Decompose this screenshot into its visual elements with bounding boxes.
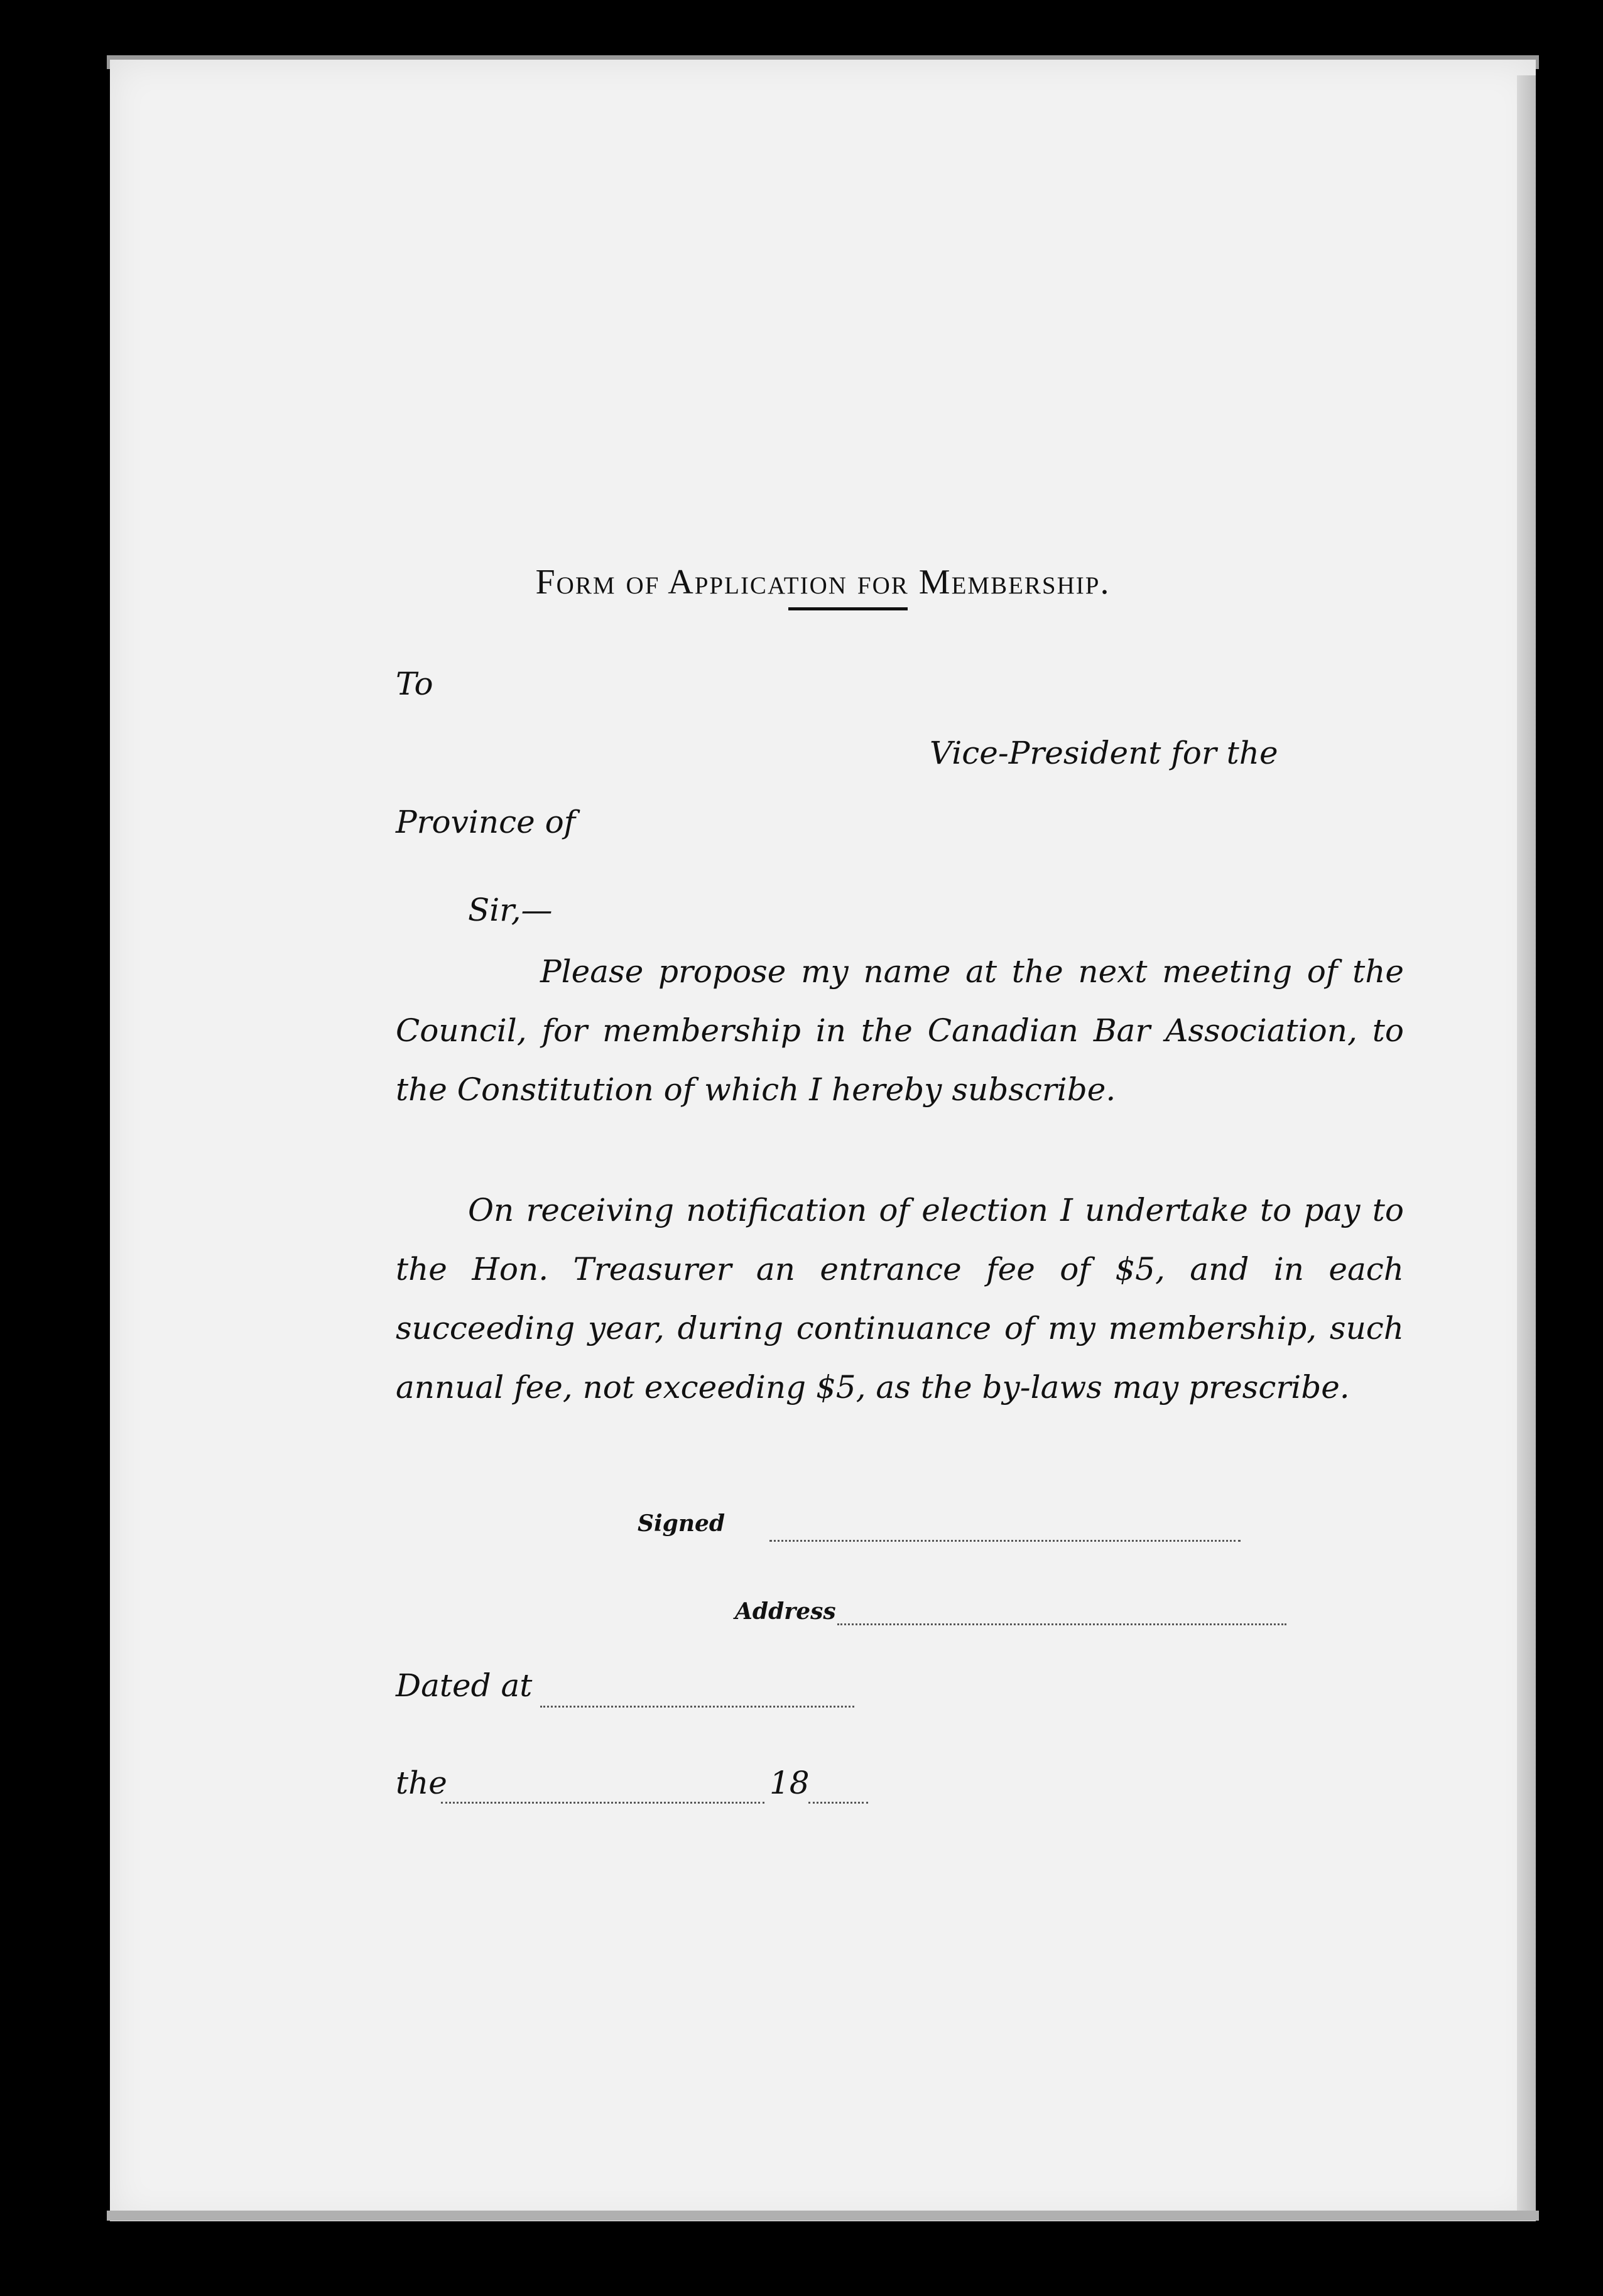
signed-label: Signed — [638, 1510, 725, 1537]
to-label: To — [396, 666, 433, 702]
document-page — [110, 60, 1536, 2221]
paragraph-request-text: Please propose my name at the next meeting of the Council, for membership in the Canadian Bar Association, to the Constitution of which I hereby subscribe. — [396, 953, 1404, 1108]
year-prefix: 18 — [769, 1765, 810, 1801]
title-rule — [788, 607, 908, 610]
paragraph-request — [396, 942, 1404, 1119]
province-label: Province of — [396, 804, 576, 840]
the-label: the — [396, 1765, 447, 1801]
page-bottom-edge — [107, 2211, 1539, 2221]
vice-president-label: Vice-President for the — [930, 735, 1278, 771]
paragraph-fees-text: On receiving notification of election I undertake to pay to the Hon. Treasurer an entrance fee of $5, and in each succeeding year, during continuance of my membership, such annual fee, not exceeding $5, as the by-laws may prescribe. — [396, 1192, 1404, 1405]
dated-at-field-line[interactable] — [540, 1706, 854, 1708]
page-right-edge — [1517, 75, 1536, 2217]
year-field-line[interactable] — [808, 1802, 868, 1804]
salutation: Sir,— — [468, 892, 553, 928]
address-label: Address — [735, 1598, 836, 1625]
address-field-line[interactable] — [837, 1623, 1286, 1625]
signed-field-line[interactable] — [769, 1540, 1241, 1542]
date-field-line[interactable] — [441, 1802, 764, 1804]
form-title: Form of Application for Membership. — [535, 563, 1111, 602]
paragraph-fees — [396, 1181, 1404, 1417]
dated-at-label: Dated at — [396, 1667, 533, 1704]
